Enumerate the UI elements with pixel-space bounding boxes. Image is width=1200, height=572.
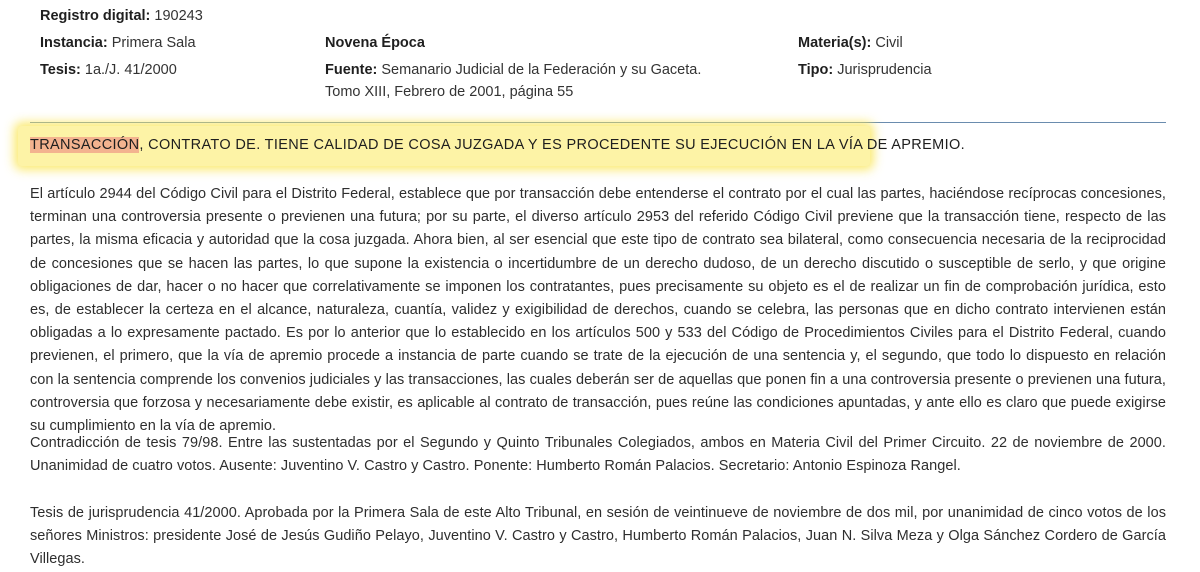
fuente xyxy=(325,59,701,81)
instancia xyxy=(40,32,196,54)
tipo-label: Tipo: xyxy=(798,62,834,78)
title-highlighted-word: TRANSACCIÓN xyxy=(30,137,140,153)
tipo xyxy=(798,59,932,81)
registro-digital xyxy=(40,5,203,27)
approval-paragraph: Tesis de jurisprudencia 41/2000. Aprobada por la Primera Sala de este Alto Tribunal, en sesión de veintinueve de noviembre de dos mil, por unanimidad de cinco votos de los señores Ministros: presidente José de Jesús Gudiño Pelayo, Juventino V. Castro y Castro, Humberto Román Palacios, Juan N. Silva Meza y Olga Sánchez Cordero de García Villegas. xyxy=(30,505,1166,568)
precedent-paragraph: Contradicción de tesis 79/98. Entre las sustentadas por el Segundo y Quinto Tribunales Colegiados, ambos en Materia Civil del Primer Circuito. 22 de noviembre de 2000. Unanimidad de cuatro votos. Ausente: Juventino V. Castro y Castro. Ponente: Humberto Román Palacios. Secretario: Antonio Espinoza Rangel. xyxy=(30,435,1166,475)
tesis xyxy=(40,59,177,81)
epoca xyxy=(325,32,425,54)
registro-value: 190243 xyxy=(154,8,203,24)
materia-label: Materia(s): xyxy=(798,35,872,51)
instancia-label: Instancia: xyxy=(40,35,108,51)
fuente-tomo xyxy=(325,81,573,103)
epoca-label: Novena Época xyxy=(325,35,425,51)
fuente-value: Semanario Judicial de la Federación y su Gaceta. xyxy=(381,62,702,78)
tesis-label: Tesis: xyxy=(40,62,81,78)
thesis-body-paragraph: El artículo 2944 del Código Civil para el Distrito Federal, establece que por transacción debe entenderse el contrato por el cual las partes, haciéndose recíprocas concesiones, terminan una controversia presente o previenen una futura; por su parte, el diverso artículo 2953 del referido Código Civil previene que la transacción tiene, respecto de las partes, la misma eficacia y autoridad que la cosa juzgada. Ahora bien, al ser esencial que este tipo de contrato sea bilateral, como consecuencia necesaria de la reciprocidad de concesiones que se hacen las partes, lo que supone la existencia o incertidumbre de un derecho dudoso, de un derecho discutido o susceptible de serlo, y que origine obligaciones de dar, hacer o no hacer que correlativamente se imponen los contratantes, pues precisamente su objeto es el de realizar un fin de comprobación jurídica, esto es, de establecer la certeza en el alcance, naturaleza, cuantía, validez y exigibilidad de derechos, cuando se celebra, las personas que en dicho contrato intervienen están obligadas a lo expresamente pactado. Es por lo anterior que lo establecido en los artículos 500 y 533 del Código de Procedimientos Civiles para el Distrito Federal, cuando previenen, el primero, que la vía de apremio procede a instancia de parte cuando se trate de la ejecución de una sentencia y, el segundo, que todo lo dispuesto en relación con la sentencia comprende los convenios judiciales y las transacciones, las cuales deberán ser de aquellas que ponen fin a una controversia presente o previenen una futura, controversia que forzosa y necesariamente debe existir, es aplicable al contrato de transacción, pues reúne las condiciones apuntadas, y ante ello es claro que puede exigirse su cumplimiento en la vía de apremio. xyxy=(30,186,1166,435)
tipo-value: Jurisprudencia xyxy=(837,62,932,78)
header-divider xyxy=(30,122,1166,123)
title-rest: , CONTRATO DE. TIENE CALIDAD DE COSA JUZGADA Y ES PROCEDENTE SU EJECUCIÓN EN LA VÍA DE APREMIO. xyxy=(139,137,965,153)
materia xyxy=(798,32,903,54)
materia-value: Civil xyxy=(875,35,903,51)
fuente-value-2: Tomo XIII, Febrero de 2001, página 55 xyxy=(325,84,574,100)
fuente-label: Fuente: xyxy=(325,62,378,78)
registro-label: Registro digital: xyxy=(40,8,151,24)
thesis-title xyxy=(30,137,965,153)
instancia-value: Primera Sala xyxy=(111,35,196,51)
tesis-value: 1a./J. 41/2000 xyxy=(84,62,177,78)
